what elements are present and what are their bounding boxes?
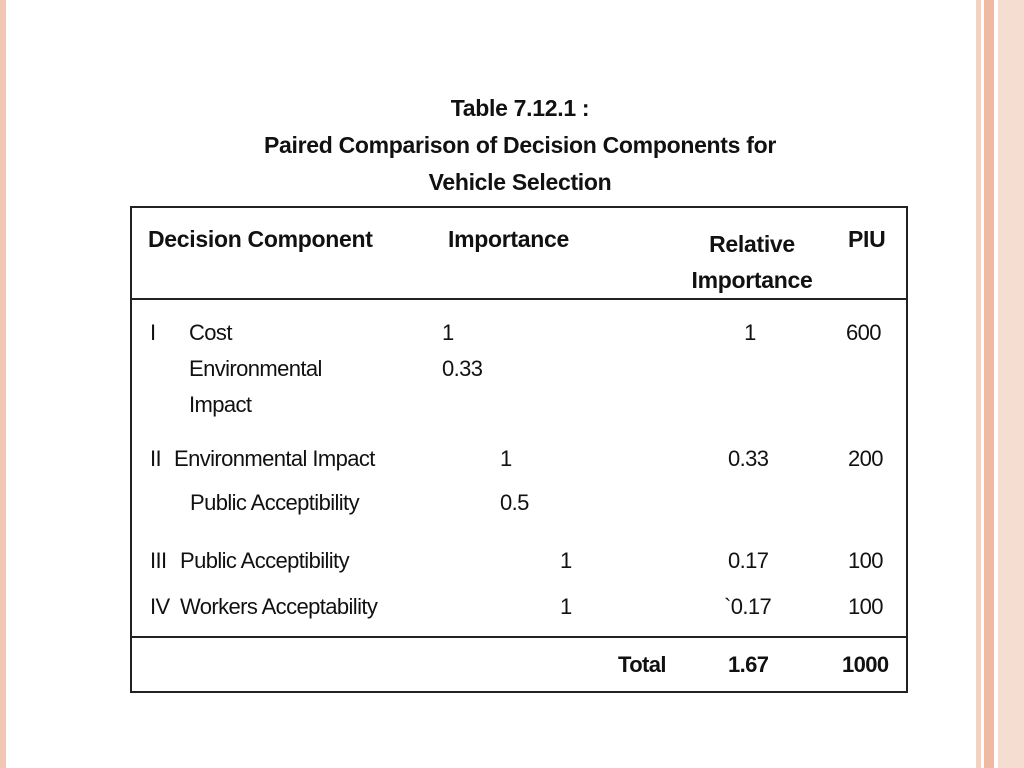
caption-line-1: Paired Comparison of Decision Components for xyxy=(263,132,777,158)
group-4-numeral: IV xyxy=(150,594,170,619)
group-3-relative-importance: 0.17 xyxy=(728,548,769,573)
total-piu: 1000 xyxy=(842,652,889,677)
group-1-item-2-name-line-1: Environmental xyxy=(189,356,322,381)
group-1-item-1-importance: 1 xyxy=(442,320,454,345)
group-2-numeral: II xyxy=(150,446,162,471)
caption-line-2: Vehicle Selection xyxy=(428,169,612,195)
header-piu: PIU xyxy=(848,226,886,252)
group-2-item-1-importance: 1 xyxy=(500,446,512,471)
group-1-item-2-name-line-2: Impact xyxy=(189,392,252,417)
group-1-numeral: I xyxy=(150,320,156,345)
group-1-item-2-importance: 0.33 xyxy=(442,356,483,381)
slide-right-decoration xyxy=(976,0,1024,768)
total-relative-importance: 1.67 xyxy=(728,652,769,677)
table-caption xyxy=(130,90,910,201)
group-4-item-1-importance: 1 xyxy=(560,594,572,619)
total-divider xyxy=(132,636,906,638)
header-divider xyxy=(132,298,906,300)
group-4-item-1-name: Workers Acceptability xyxy=(180,594,378,619)
group-3-piu: 100 xyxy=(848,548,883,573)
group-2-piu: 200 xyxy=(848,446,883,471)
group-2-item-1-name: Environmental Impact xyxy=(174,446,375,471)
header-relative-line-2: Importance xyxy=(691,267,813,293)
header-decision-component: Decision Component xyxy=(148,226,373,252)
header-relative-line-1: Relative xyxy=(709,231,795,257)
group-1-piu: 600 xyxy=(846,320,881,345)
header-relative-importance xyxy=(682,226,822,298)
group-1-relative-importance: 1 xyxy=(744,320,756,345)
slide-left-border xyxy=(0,0,6,768)
group-4-relative-importance: `0.17 xyxy=(724,594,772,619)
total-label: Total xyxy=(618,652,666,677)
comparison-table xyxy=(130,206,908,693)
group-2-item-2-importance: 0.5 xyxy=(500,490,529,515)
group-2-item-2-name: Public Acceptibility xyxy=(190,490,359,515)
group-3-item-1-name: Public Acceptibility xyxy=(180,548,349,573)
group-2-relative-importance: 0.33 xyxy=(728,446,769,471)
group-3-item-1-importance: 1 xyxy=(560,548,572,573)
group-3-numeral: III xyxy=(150,548,167,573)
header-importance: Importance xyxy=(448,226,569,252)
group-1-item-1-name: Cost xyxy=(189,320,232,345)
caption-number: Table 7.12.1 : xyxy=(450,95,590,121)
group-4-piu: 100 xyxy=(848,594,883,619)
